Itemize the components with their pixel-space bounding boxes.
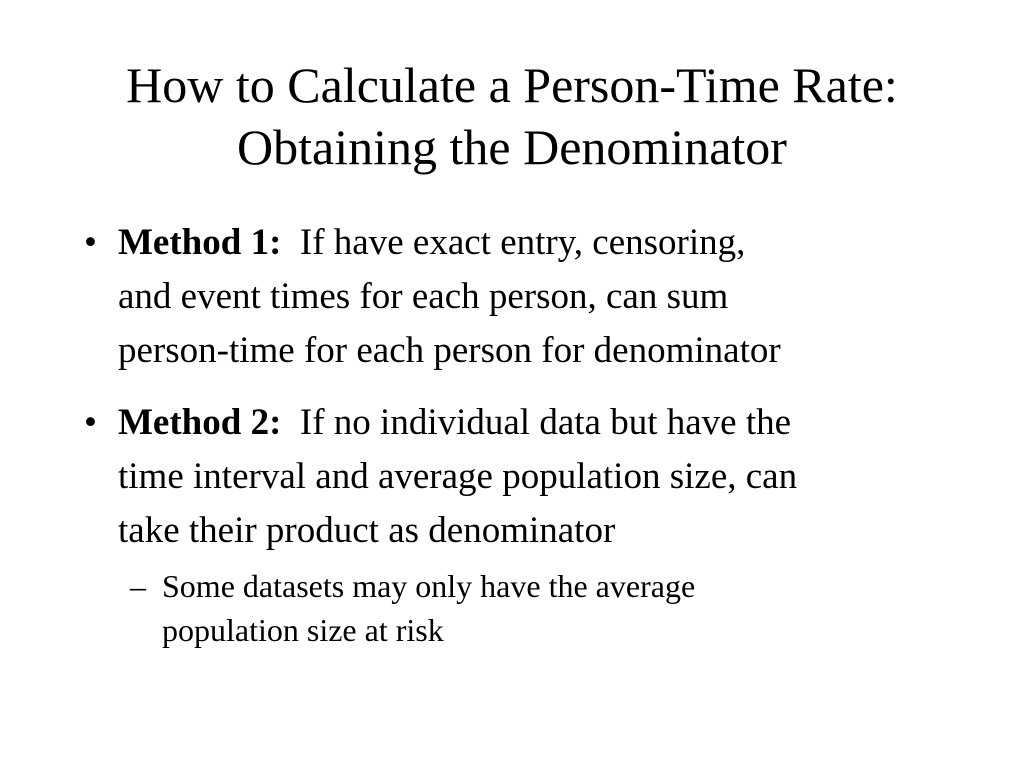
- bullet-text: and event times for each person, can sum: [118, 276, 729, 317]
- bullet-method-1: [80, 216, 980, 378]
- bullet-text: person-time for each person for denominator: [118, 330, 781, 371]
- bullet-marker: •: [84, 222, 97, 263]
- sub-bullet-marker: –: [130, 568, 146, 604]
- bullet-text: time interval and average population size, can: [118, 456, 798, 497]
- bullet-label: Method 2:: [118, 402, 282, 443]
- slide-title: [40, 54, 984, 178]
- bullet-line: [118, 216, 980, 270]
- sub-bullet-text: population size at risk: [162, 612, 444, 648]
- bullet-line: [118, 396, 980, 450]
- bullet-marker: •: [84, 402, 97, 443]
- slide-title-line-2: Obtaining the Denominator: [237, 119, 787, 175]
- sub-bullet-item: [130, 564, 980, 652]
- sub-bullet-text: Some datasets may only have the average: [162, 568, 696, 604]
- bullet-text: If have exact entry, censoring,: [299, 222, 746, 263]
- sub-bullet-list: [118, 564, 980, 652]
- bullet-label: Method 1:: [118, 222, 282, 263]
- slide-title-line-1: How to Calculate a Person-Time Rate:: [126, 57, 898, 113]
- bullet-method-2: [80, 396, 980, 652]
- bullet-list: [80, 216, 980, 670]
- bullet-text: If no individual data but have the: [299, 402, 792, 443]
- bullet-text: take their product as denominator: [118, 510, 616, 551]
